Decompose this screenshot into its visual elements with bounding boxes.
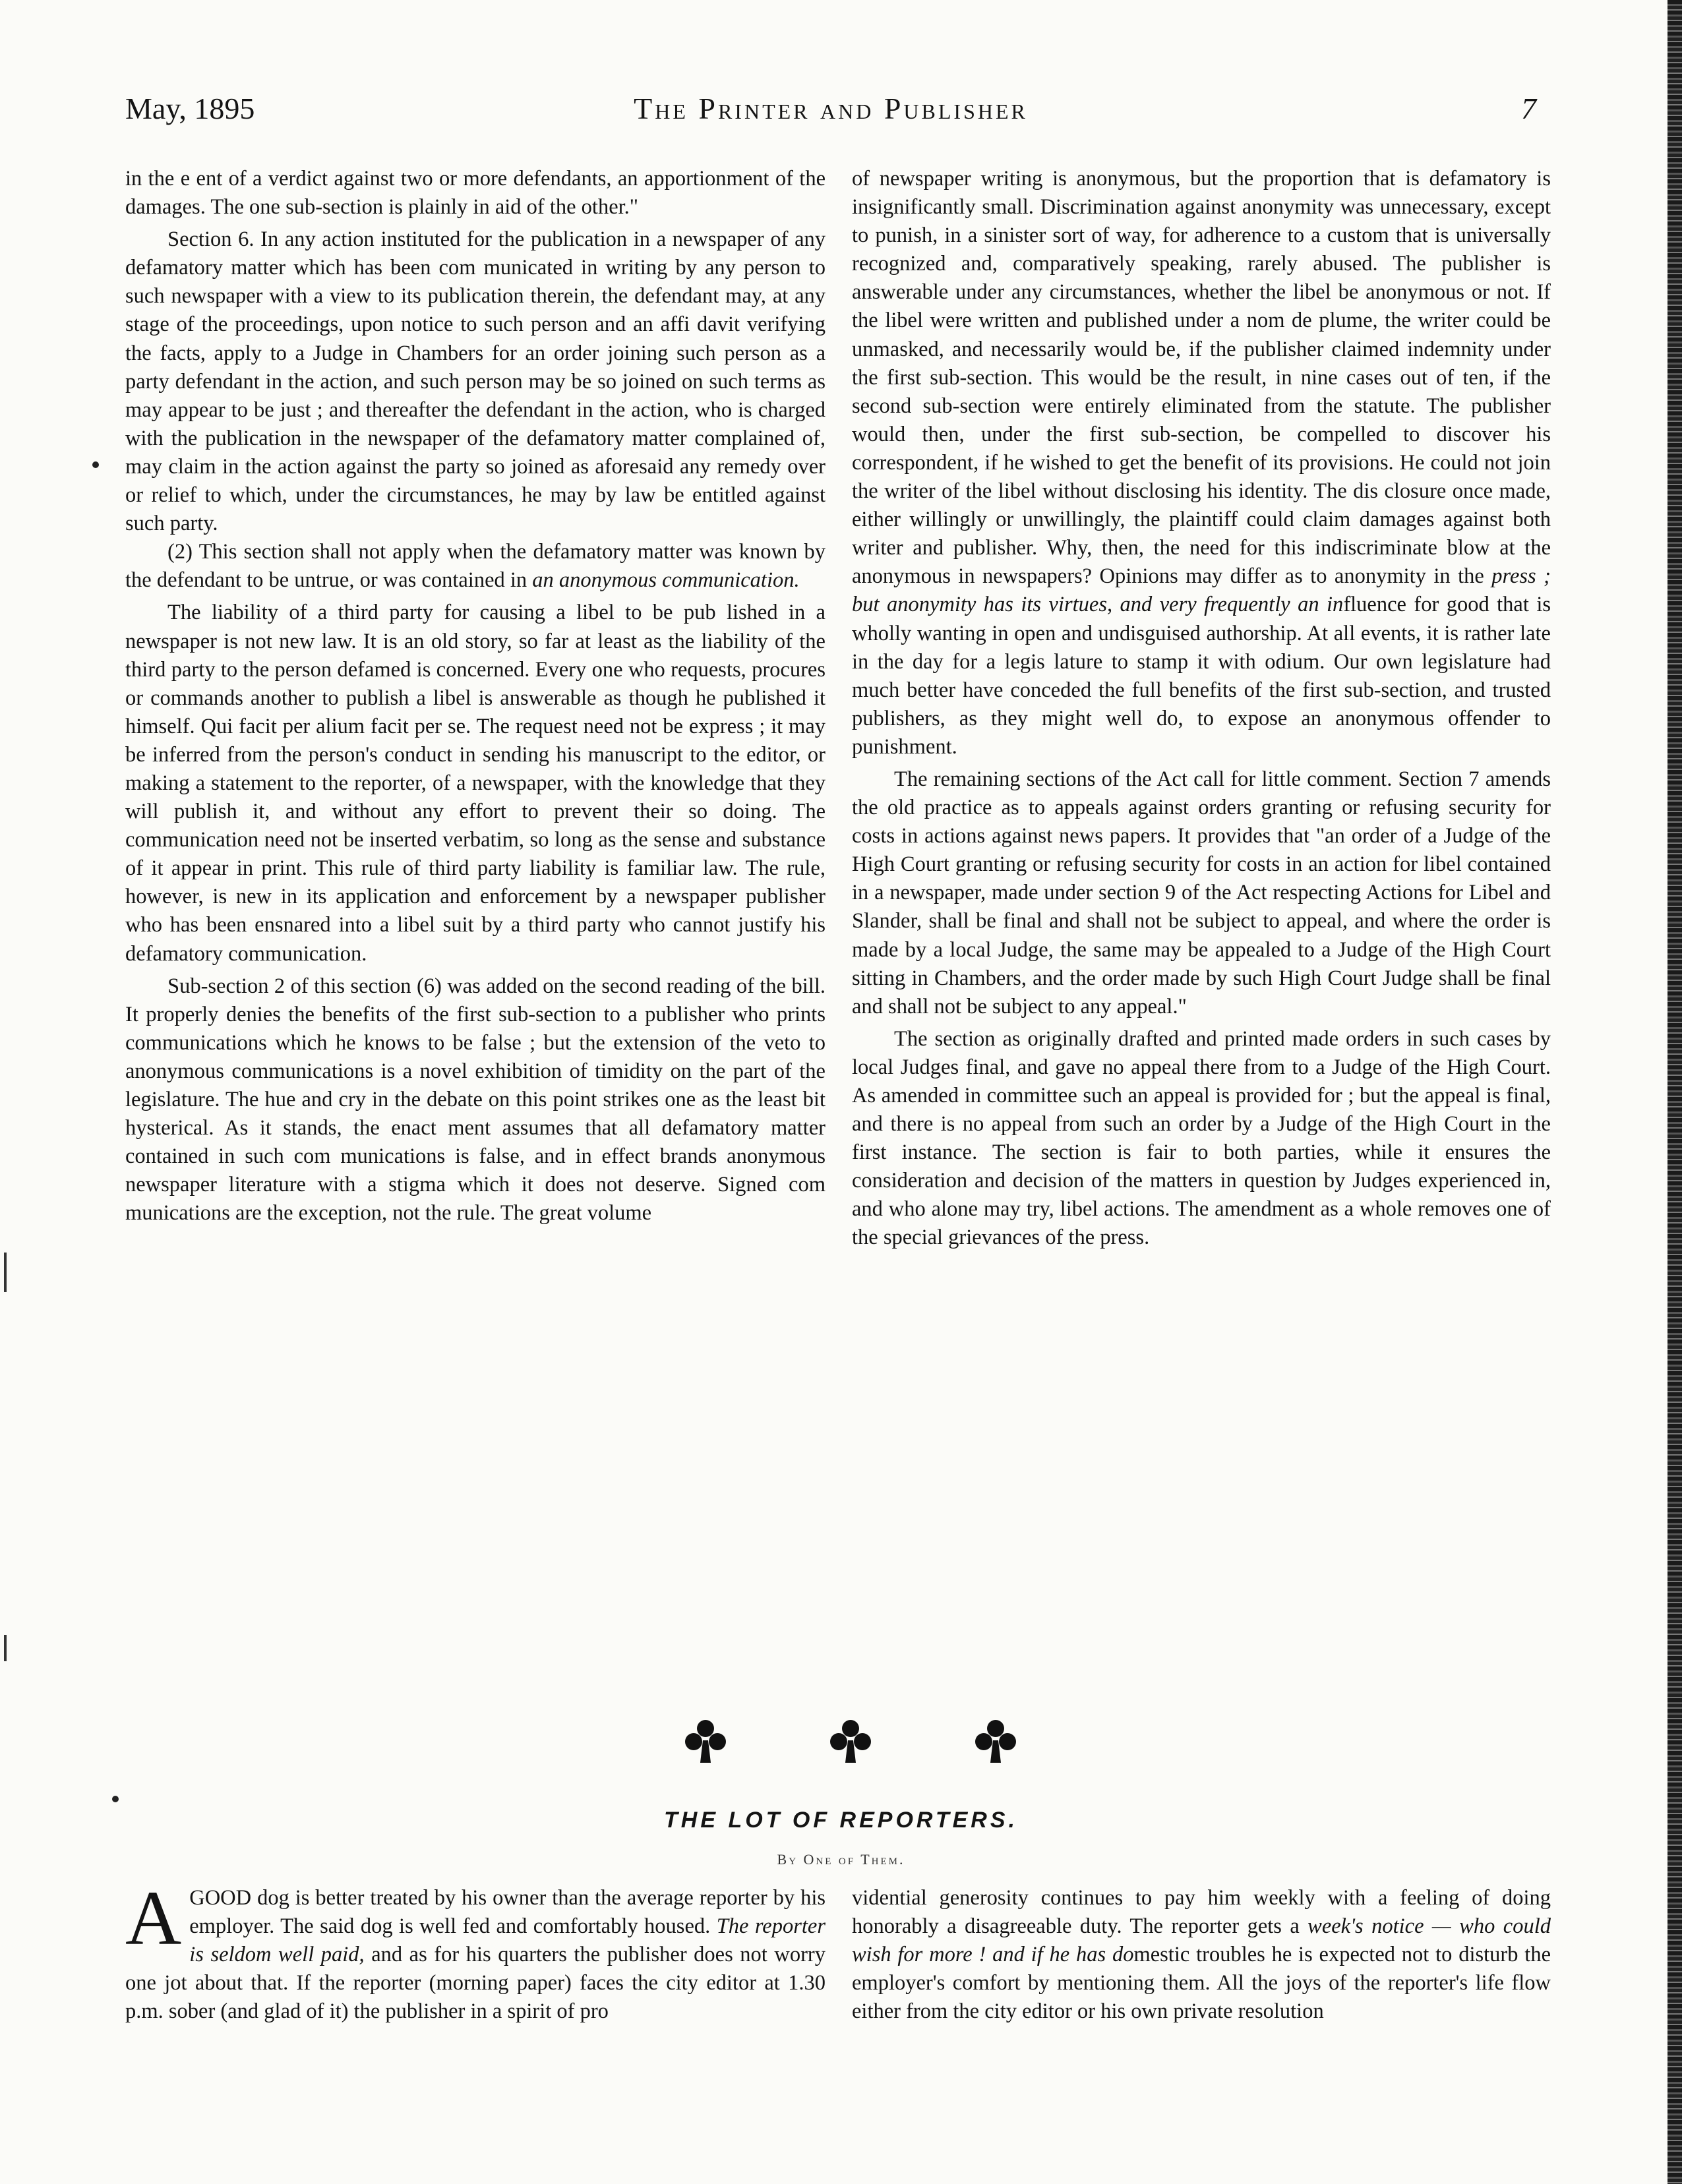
paragraph: Sub-section 2 of this section (6) was added on the second reading of the bill. It properly denies the benefits of the first sub-section to a publisher who prints communications which he knows to be false ; but the extension of the veto to anonymous communications is a novel exhibition of timidity on the part of the legislature. The hue and cry in the debate on this point strikes one as the least bit hysterical. As it stands, the enact ment assumes that all defamatory matter contained in such com munications is false, and in effect brands anonymous newspaper literature with a stigma which it does not deserve. Signed com munications are the exception, not the rule. The great volume — [125, 974, 826, 1225]
paragraph: The section as originally drafted and printed made orders in such cases by local Judges final, and gave no appeal there from to a Judge of the High Court. As amended in committee such an appeal is provided for ; but the appeal is final, and there is no appeal from such an order by a Judge of the High Court in the first instance. The section is fair to both parties, while it ensures the consideration and decision of the matters in question by Judges experienced in, and who alone may try, libel actions. The amendment as a whole removes one of the special grievances of the press. — [852, 1026, 1551, 1250]
text-run: vidential generosity continues to pay him weekly with a feeling of doing honorably a disagreeable duty. The reporter gets a — [852, 1886, 1551, 1939]
article-byline: By One of Them. — [777, 1851, 905, 1868]
article-title: THE LOT OF REPORTERS. — [664, 1808, 1018, 1833]
paragraph: The remaining sections of the Act call for little comment. Section 7 amends the old practice as to appeals against orders granting or refusing security for costs in actions against news papers. It provides that "an order of a Judge of the High Court granting or refusing security for costs in an action for libel contained in a newspaper, made under section 9 of the Act respecting Actions for Libel and Slander, shall be final and shall not be subject to appeal, and where the order is made by a local Judge, the same may be appealed to a Judge of the High Court sitting in Chambers, and the order made by such High Court Judge shall be final and shall not be subject to any appeal." — [852, 767, 1551, 1018]
header-date: May, 1895 — [125, 92, 255, 125]
running-header — [125, 91, 1536, 131]
text-run: mestic troubles he is expected not to disturb the employer's comfort by mentioning them. All the joys of the reporter's life flow either from the city editor or his own private resolution — [852, 1943, 1551, 2024]
fleuron-icon — [824, 1714, 877, 1767]
text-run: of newspaper writing is anonymous, but the proportion that is defamatory is insignificantly small. Discrimination against anonymity was unnecessary, except to punish, in a sinister sort of way, for adherence to a custom that is universally recognized and, comparatively speaking, rarely abused. The publisher is answerable under any circumstances, whether the libel be anonymous or not. If the libel were written and published under a nom de plume, the writer could be unmasked, and necessarily would be, if the publisher claimed indemnity under the first sub-section. This would be the result, in nine cases out of ten, if the second sub-section were entirely eliminated from the statute. The publisher would then, under the first sub-section, be compelled to discover his correspondent, if he wished to get the benefit of its provisions. He could not join the writer of the libel without disclosing his identity. The dis closure once made, either willingly or unwillingly, the plaintiff could claim damages against both writer and publisher. Why, then, the need for this indiscriminate blow at the anonymous in newspapers? Opinions may differ as to anonymity in the — [852, 167, 1551, 589]
margin-dot — [112, 1796, 119, 1802]
section-divider-ornaments — [679, 1714, 1022, 1767]
fleuron-icon — [969, 1714, 1022, 1767]
first-word: GOOD — [189, 1886, 252, 1910]
paragraph — [125, 538, 826, 595]
paragraph — [125, 1875, 826, 2026]
text-run: and as for his quarters the publisher does not worry one jot about that. If the reporter (morning paper) faces the city editor at 1.30 p.m. sober (and glad of it) the publisher in a spirit of pro — [125, 1943, 826, 2024]
header-page-number: 7 — [1521, 92, 1536, 125]
header-publication-title: The Printer and Publisher — [634, 92, 1028, 125]
drop-cap: A — [125, 1875, 182, 1961]
column-right-upper — [852, 165, 1551, 1253]
paragraph: The liability of a third party for causing a libel to be pub lished in a newspaper is not new law. It is an old story, so far at least as the liability of the third party to the person defamed is concerned. Every one who requests, procures or commands another to publish a libel is answerable as though he published it himself. Qui facit per alium facit per se. The request need not be express ; it may be inferred from the person's conduct in sending his manuscript to the editor, or making a statement to the reporter, of a newspaper, with the knowledge that they will publish it, and without any effort to prevent their so doing. The communication need not be inserted verbatim, so long as the sense and substance of it appear in print. This rule of third party liability is familiar law. The rule, however, is new in its application and enforcement by a newspaper publisher who has been ensnared into a libel suit by a third party who cannot justify his defamatory communication. — [125, 601, 826, 966]
italic-text-run: The reporter is seldom well paid, — [189, 1914, 826, 1967]
column-left-upper — [125, 165, 826, 1227]
margin-dot — [92, 461, 99, 468]
italic-text-run: press ; but anonymity has its virtues, and very frequently an in — [852, 564, 1551, 617]
text-run: dog is better treated by his owner than the average reporter by his employer. The said dog is well fed and comfortably housed. — [189, 1886, 826, 1939]
paragraph — [852, 1884, 1551, 2026]
column-left-lower — [125, 1875, 826, 2026]
italic-text-run: week's notice — who could wish for more ! and if he has do — [852, 1914, 1551, 1967]
paragraph — [852, 165, 1551, 761]
fleuron-icon — [679, 1714, 732, 1767]
paragraph: in the e ent of a verdict against two or more defendants, an apportionment of the damages. The one sub-section is plainly in aid of the other." — [125, 167, 826, 220]
text-run: (2) This section shall not apply when the defamatory matter was known by the defendant to be untrue, or was contained in — [125, 540, 826, 593]
italic-text-run: an anonymous communication. — [532, 568, 800, 593]
paragraph: Section 6. In any action instituted for the publication in a newspaper of any defamatory matter which has been com municated in writing by any person to such newspaper with a view to its publication therein, the defendant may, at any stage of the proceedings, upon notice to such person and an affi davit verifying the facts, apply to a Judge in Chambers for an order joining such person as a party defendant in the action, and such person may be so joined on such terms as may appear to be just ; and thereafter the defendant in the action, who is charged with the publication in the newspaper of the defamatory matter complained of, may claim in the action against the party so joined as aforesaid any remedy over or relief to which, under the circumstances, he may by law be entitled against such party. — [125, 227, 826, 536]
column-right-lower — [852, 1884, 1551, 2026]
scan-margin-mark — [4, 1635, 7, 1661]
scan-margin-mark — [4, 1253, 7, 1292]
text-run: fluence for good that is wholly wanting in open and undisguised authorship. At all events, it is rather late in the day for a legis lature to stamp it with odium. Our own legislature had much better have conceded the full benefits of the first sub-section, and trusted publishers, as they might well do, to expose an anonymous offender to punishment. — [852, 593, 1551, 759]
